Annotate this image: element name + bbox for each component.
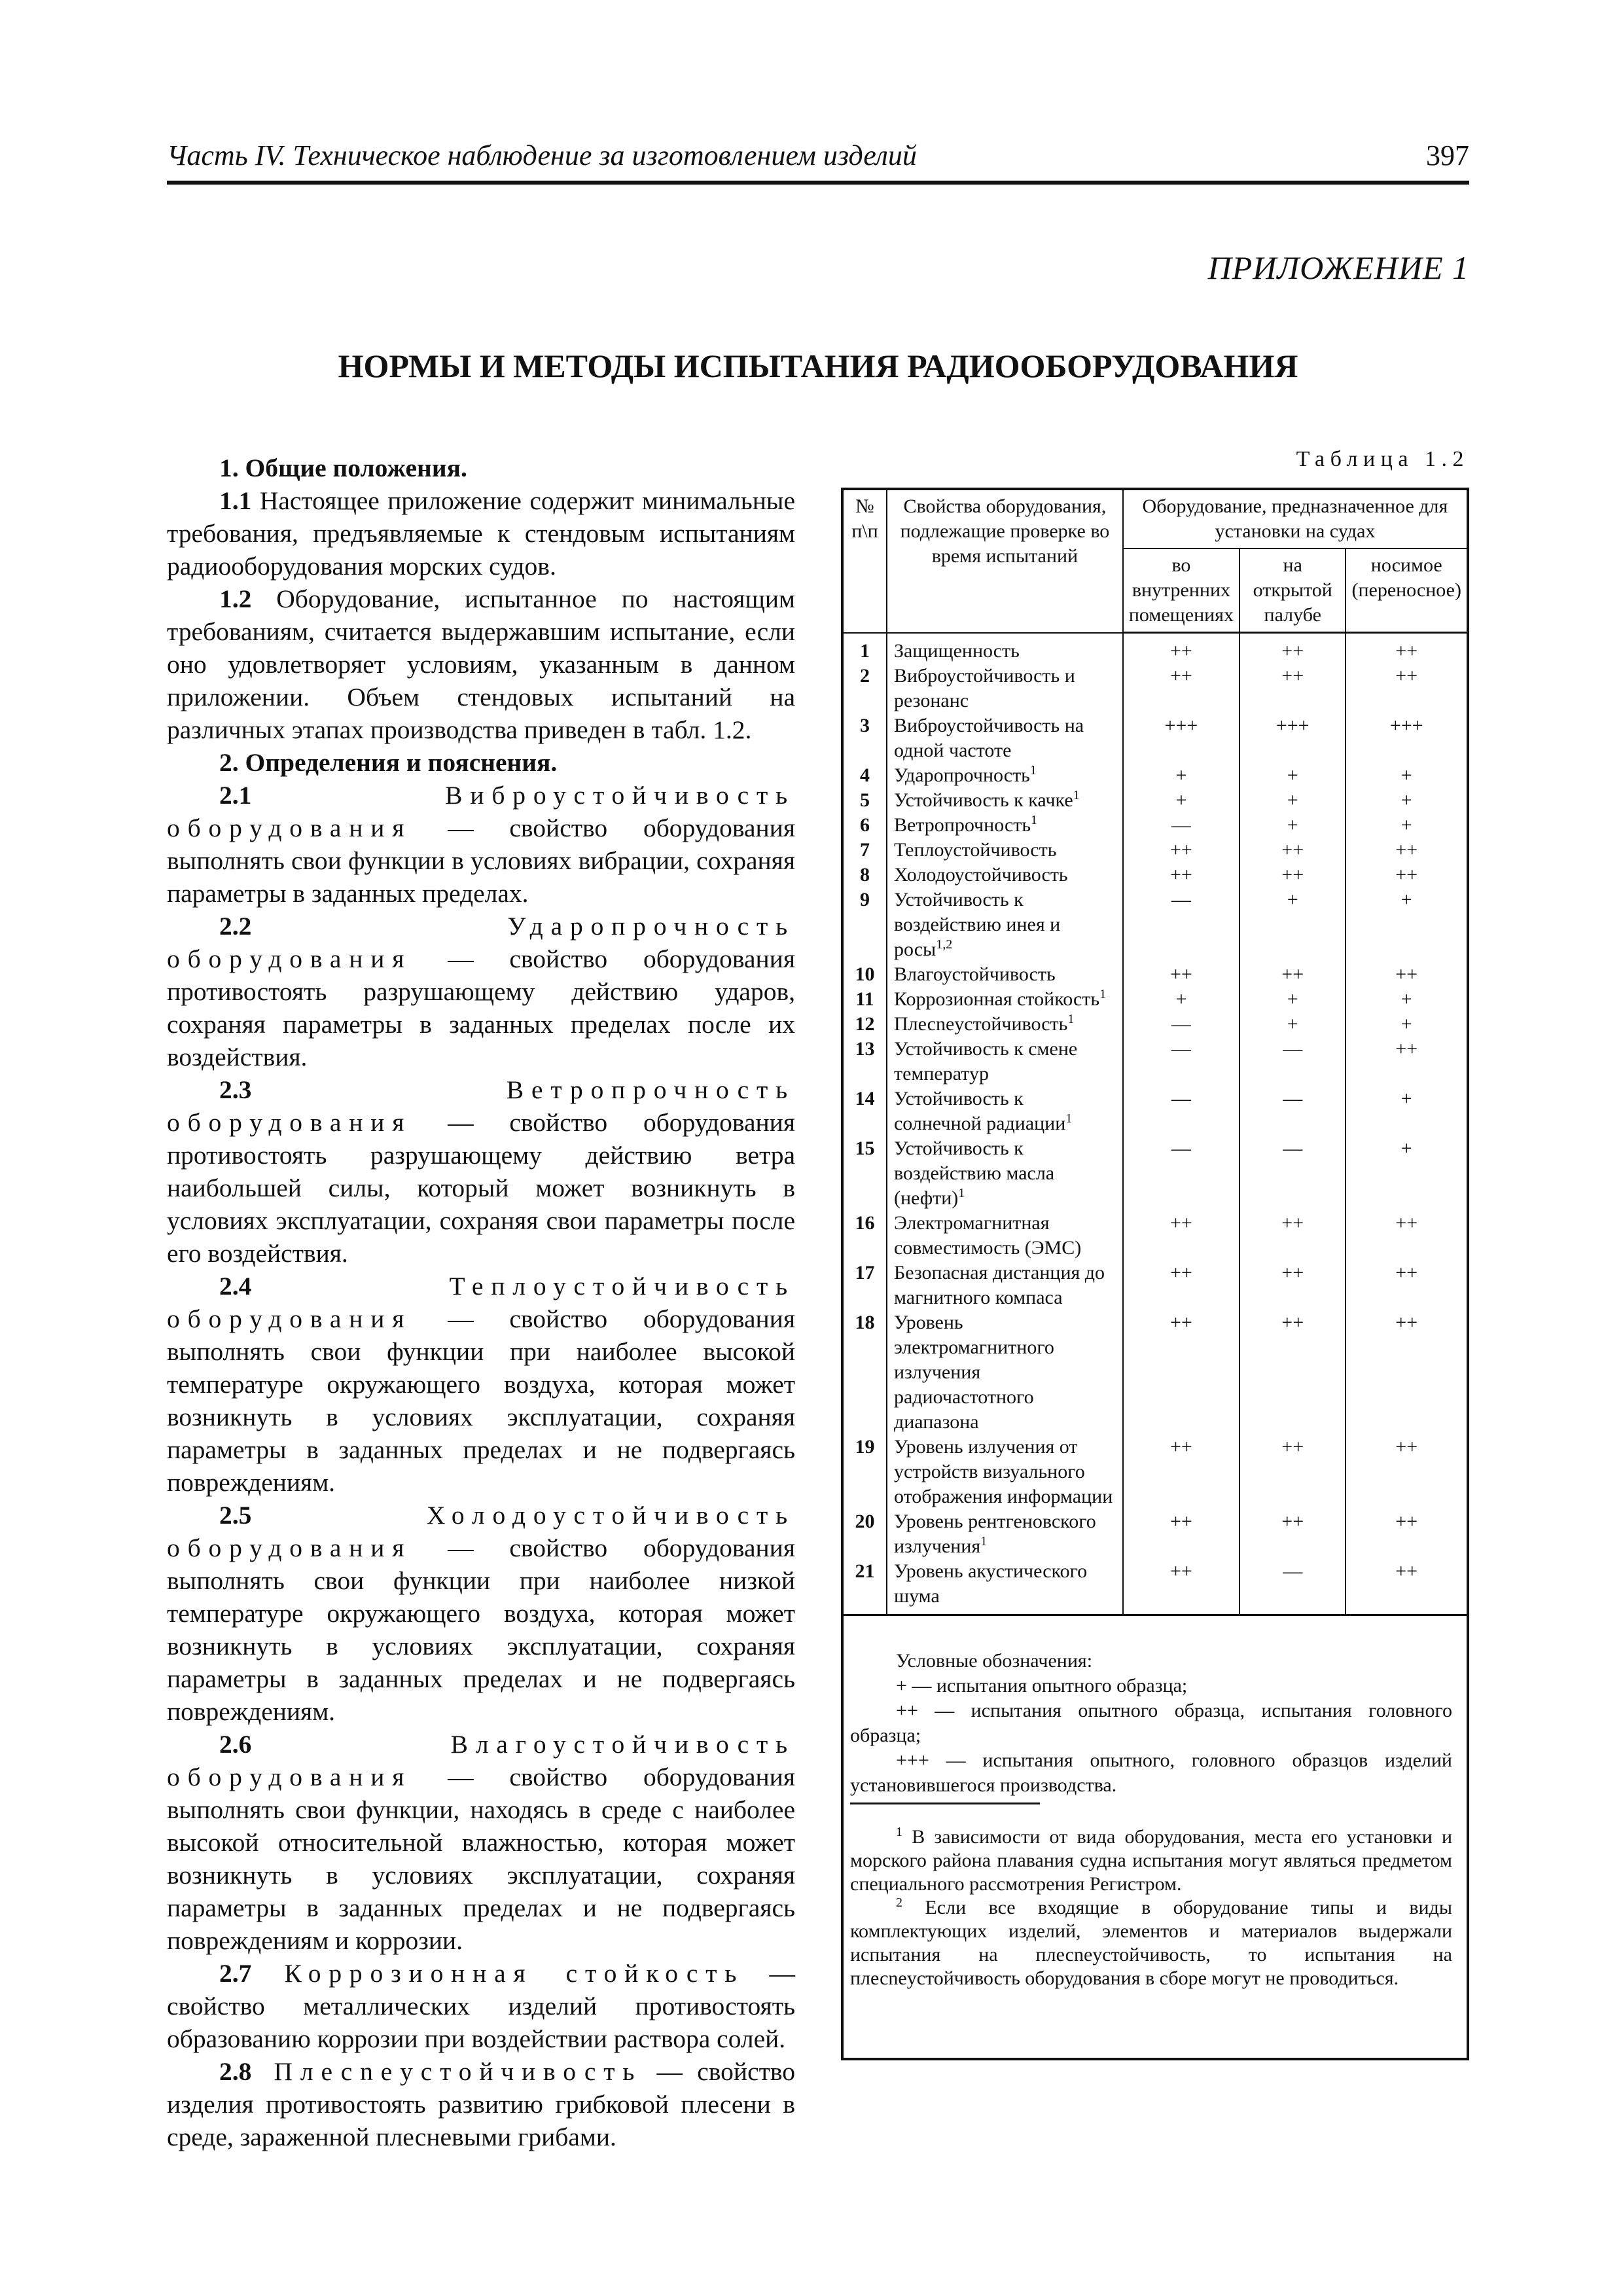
mark-portable: ++ [1346,664,1467,713]
table-row [844,888,1467,962]
row-number: 13 [844,1037,887,1086]
mark-indoor: — [1123,888,1240,962]
mark-indoor: ++ [1123,1211,1240,1261]
row-number: 14 [844,1086,887,1136]
mark-indoor: ++ [1123,1261,1240,1310]
mark-open-deck: ++ [1240,1435,1346,1509]
property-name: Уровень электромагнитного излучения радиочастотного диапазона [887,1310,1123,1435]
table-row [844,1435,1467,1509]
table-row [844,962,1467,987]
legend-item: + — испытания опытного образца; [896,1675,1188,1696]
definition: 2.7 Коррозионная стойкость — свойство металлических изделий противостоять образованию коррозии при воздействии раствора солей. [167,1959,795,2053]
row-number: 5 [844,788,887,813]
property-name: Холодоустойчивость [887,863,1123,888]
row-number: 20 [844,1509,887,1559]
definition: 2.5 Холодоустойчивость оборудования — свойство оборудования выполнять свои функции при наиболее низкой температуре окружающего воздуха, которая может возникнуть в условиях эксплуатации, сохраняя параметры в заданных пределах и не подвергаясь повреждениям. [167,1501,795,1726]
col-header-portable: носимое (переносное) [1346,548,1467,633]
mark-open-deck: ++ [1240,863,1346,888]
running-header [167,139,1469,185]
page-number: 397 [1426,139,1469,171]
table-row [844,813,1467,838]
mark-open-deck: ++ [1240,633,1346,664]
col-header-indoor: во внутренних помещениях [1123,548,1240,633]
mark-indoor: — [1123,813,1240,838]
mark-open-deck: + [1240,788,1346,813]
table-row [844,1509,1467,1559]
footnote: $^2$ Если все входящие в оборудование типы и виды комплектующих изделий, элементов и материалов выдержали испытания на плесneустойчивость, то испытания на плесneустойчивость оборудования в сборе могут не проводиться. [850,1895,1452,1989]
table-row [844,1211,1467,1261]
table-row [844,788,1467,813]
property-name: Плесneустойчивость$^1$ [887,1012,1123,1037]
mark-open-deck: + [1240,763,1346,788]
mark-portable: ++ [1346,1261,1467,1310]
table-row [844,1037,1467,1086]
mark-portable: ++ [1346,1037,1467,1086]
definition: 2.2 Ударопрочность оборудования — свойство оборудования противостоять разрушающему действию ударов, сохраняя параметры в заданных пределах после их воздействия. [167,912,795,1071]
mark-indoor: + [1123,763,1240,788]
mark-indoor: ++ [1123,838,1240,863]
mark-indoor: ++ [1123,1559,1240,1615]
property-name: Электромагнитная совместимость (ЭМС) [887,1211,1123,1261]
row-number: 7 [844,838,887,863]
mark-portable: ++ [1346,1559,1467,1615]
definition: 2.3 Ветропрочность оборудования — свойство оборудования противостоять разрушающему действию ветра наибольшей силы, который может возникнуть в условиях эксплуатации, сохраняя свои параметры после его воздействия. [167,1075,795,1268]
row-number: 6 [844,813,887,838]
mark-portable: + [1346,813,1467,838]
definition: 2.4 Теплоустойчивость оборудования — свойство оборудования выполнять свои функции при наиболее высокой температуре окружающего воздуха, которая может возникнуть в условиях эксплуатации, сохраняя параметры в заданных пределах и не подвергаясь повреждениям. [167,1272,795,1497]
mark-portable: ++ [1346,1211,1467,1261]
property-name: Ударопрочность$^1$ [887,763,1123,788]
property-name: Виброустойчивость на одной частоте [887,713,1123,763]
property-name: Влагоустойчивость [887,962,1123,987]
row-number: 11 [844,987,887,1012]
mark-portable: + [1346,987,1467,1012]
property-name: Ветропрочность$^1$ [887,813,1123,838]
mark-open-deck: + [1240,813,1346,838]
table-row [844,838,1467,863]
appendix-label: ПРИЛОЖЕНИЕ 1 [1207,249,1469,286]
mark-indoor: — [1123,1086,1240,1136]
row-number: 21 [844,1559,887,1615]
mark-portable: ++ [1346,1310,1467,1435]
definition: 2.1 Виброустойчивость оборудования — свойство оборудования выполнять свои функции в условиях вибрации, сохраняя параметры в заданных пределах. [167,781,795,908]
table-row [844,1310,1467,1435]
mark-indoor: + [1123,788,1240,813]
mark-portable: + [1346,888,1467,962]
mark-indoor: + [1123,987,1240,1012]
col-header-open-deck: на открытой палубе [1240,548,1346,633]
property-name: Безопасная дистанция до магнитного компаса [887,1261,1123,1310]
mark-portable: ++ [1346,1509,1467,1559]
mark-open-deck: ++ [1240,1211,1346,1261]
property-name: Устойчивость к смене температур [887,1037,1123,1086]
mark-portable: ++ [1346,863,1467,888]
mark-open-deck: — [1240,1136,1346,1211]
mark-portable: ++ [1346,962,1467,987]
row-number: 2 [844,664,887,713]
col-header-group: Оборудование, предназначенное для установки на судах [1123,490,1467,548]
property-name: Уровень акустического шума [887,1559,1123,1615]
mark-indoor: — [1123,1136,1240,1211]
mark-open-deck: — [1240,1037,1346,1086]
table-row [844,987,1467,1012]
mark-open-deck: ++ [1240,838,1346,863]
row-number: 19 [844,1435,887,1509]
header-part-title: Часть IV. Техническое наблюдение за изготовлением изделий [167,139,917,171]
definition: 2.6 Влагоустойчивость оборудования — свойство оборудования выполнять свои функции, находясь в среде с наиболее высокой относительной влажностью, которая может возникнуть в условиях эксплуатации, сохраняя параметры в заданных пределах и не подвергаясь повреждениям и коррозии. [167,1730,795,1955]
property-name: Виброустойчивость и резонанс [887,664,1123,713]
mark-portable: + [1346,1012,1467,1037]
mark-open-deck: ++ [1240,664,1346,713]
table-row [844,1136,1467,1211]
property-name: Уровень излучения от устройств визуального отображения информации [887,1435,1123,1509]
table-caption: Таблица 1.2 [1296,447,1469,471]
mark-portable: + [1346,1086,1467,1136]
legend [850,1649,1452,1798]
page-title: НОРМЫ И МЕТОДЫ ИСПЫТАНИЯ РАДИООБОРУДОВАНИЯ [338,348,1298,384]
row-number: 3 [844,713,887,763]
footnote-divider [850,1803,1040,1804]
mark-indoor: +++ [1123,713,1240,763]
mark-portable: +++ [1346,713,1467,763]
table-row [844,763,1467,788]
table-row [844,1559,1467,1615]
mark-portable: ++ [1346,633,1467,664]
table-row [844,1261,1467,1310]
row-number: 16 [844,1211,887,1261]
row-number: 12 [844,1012,887,1037]
table-row [844,713,1467,763]
mark-indoor: ++ [1123,863,1240,888]
property-name: Уровень рентгеновского излучения$^1$ [887,1509,1123,1559]
mark-open-deck: ++ [1240,962,1346,987]
mark-open-deck: + [1240,888,1346,962]
mark-indoor: ++ [1123,962,1240,987]
row-number: 15 [844,1136,887,1211]
row-number: 9 [844,888,887,962]
property-name: Устойчивость к качке$^1$ [887,788,1123,813]
mark-indoor: ++ [1123,1310,1240,1435]
property-name: Теплоустойчивость [887,838,1123,863]
legend-item: +++ — испытания опытного, головного образцов изделий установившегося производства. [850,1749,1452,1796]
row-number: 17 [844,1261,887,1310]
mark-portable: + [1346,763,1467,788]
footnote: $^1$ В зависимости от вида оборудования, места его установки и морского района плавания судна испытания могут являться предметом специального рассмотрения Регистром. [850,1825,1452,1895]
col-header-property: Свойства оборудования, подлежащие проверке во время испытаний [887,490,1123,633]
body-text [167,452,795,2153]
definition: 2.8 Плесneустойчивость — свойство изделия противостоять развитию грибковой плесени в среде, зараженной плесневыми грибами. [167,2057,795,2151]
row-number: 4 [844,763,887,788]
mark-portable: ++ [1346,838,1467,863]
section-heading: 1. Общие положения. [219,454,467,482]
table-row [844,863,1467,888]
mark-open-deck: + [1240,1012,1346,1037]
row-number: 1 [844,633,887,664]
mark-portable: + [1346,1136,1467,1211]
section-heading: 2. Определения и пояснения. [219,748,558,777]
table-frame [841,488,1469,2060]
legend-heading: Условные обозначения: [896,1650,1093,1672]
mark-indoor: — [1123,1037,1240,1086]
mark-open-deck: + [1240,987,1346,1012]
mark-open-deck: ++ [1240,1261,1346,1310]
row-number: 18 [844,1310,887,1435]
mark-indoor: ++ [1123,633,1240,664]
footnotes [850,1825,1452,1990]
table-body [844,633,1467,1615]
mark-open-deck: ++ [1240,1310,1346,1435]
mark-open-deck: +++ [1240,713,1346,763]
table-row [844,664,1467,713]
property-name: Устойчивость к солнечной радиации$^1$ [887,1086,1123,1136]
mark-indoor: — [1123,1012,1240,1037]
mark-open-deck: ++ [1240,1509,1346,1559]
property-name: Устойчивость к воздействию инея и росы$^{1,2}$ [887,888,1123,962]
table-row [844,1086,1467,1136]
mark-open-deck: — [1240,1086,1346,1136]
table-row [844,633,1467,664]
mark-indoor: ++ [1123,1435,1240,1509]
paragraph: 1.2 Оборудование, испытанное по настоящим требованиям, считается выдержавшим испытание, если оно удовлетворяет условиям, указанным в данном приложении. Объем стендовых испытаний на различных этапах производства приведен в табл. 1.2. [167,584,795,744]
mark-open-deck: — [1240,1559,1346,1615]
mark-portable: ++ [1346,1435,1467,1509]
row-number: 10 [844,962,887,987]
mark-indoor: ++ [1123,664,1240,713]
mark-indoor: ++ [1123,1509,1240,1559]
test-properties-table [844,490,1467,1616]
row-number: 8 [844,863,887,888]
property-name: Защищенность [887,633,1123,664]
table-row [844,1012,1467,1037]
mark-portable: + [1346,788,1467,813]
legend-item: ++ — испытания опытного образца, испытания головного образца; [850,1700,1452,1746]
paragraph: 1.1 Настоящее приложение содержит минимальные требования, предъявляемые к стендовым испытаниям радиооборудования морских судов. [167,486,795,581]
col-header-num: № п\п [844,490,887,633]
property-name: Устойчивость к воздействию масла (нефти)$^1$ [887,1136,1123,1211]
property-name: Коррозионная стойкость$^1$ [887,987,1123,1012]
